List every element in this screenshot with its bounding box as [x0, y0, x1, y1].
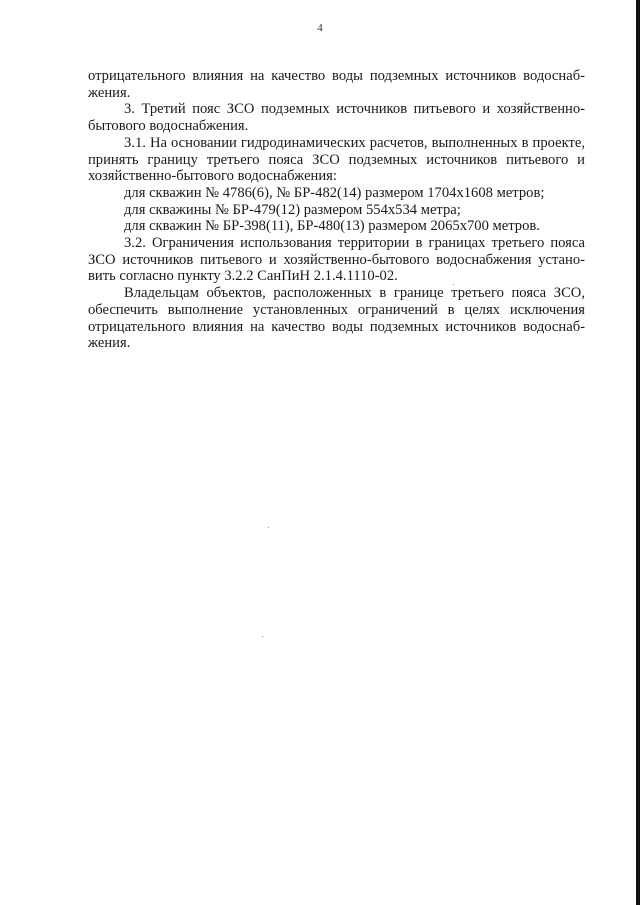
page-number: 4	[317, 22, 323, 34]
paragraph-continuation: отрицательного влияния на качество воды подземных источников водоснабжения.	[88, 68, 585, 101]
scan-speck	[453, 284, 454, 285]
document-body	[88, 68, 585, 352]
section-3-1-paragraph: 3.1. На основании гидродинамических расчетов, выполненных в проекте, принять границу третьего пояса ЗСО подземных источников питьевого и хозяйственно-бытового водоснабжения:	[88, 134, 585, 185]
scan-edge	[636, 0, 640, 905]
section-3-heading: 3. Третий пояс ЗСО подземных источников питьевого и хозяйственно-бытового водоснабжения.	[88, 101, 585, 135]
section-3-2-paragraph: 3.2. Ограничения использования территории в границах третьего пояса ЗСО источников питьевого и хозяйственно-бытового водоснабжения установить согласно пункту 3.2.2 СанПиН 2.1.4.1110-02.	[88, 235, 585, 285]
scan-speck	[268, 527, 269, 528]
wells-list-item: для скважины № БР-479(12) размером 554x534 метра;	[124, 201, 461, 218]
wells-list-item: для скважин № 4786(6), № БР-482(14) размером 1704x1608 метров;	[124, 184, 545, 201]
owners-obligation-paragraph: Владельцам объектов, расположенных в границе третьего пояса ЗСО, обеспечить выполнение установленных ограничений в целях исключения отрицательного влияния на качество воды подземных источников водоснабжения.	[88, 285, 585, 352]
wells-list-item: для скважин № БР-398(11), БР-480(13) размером 2065x700 метров.	[124, 218, 540, 235]
scan-speck	[262, 636, 263, 637]
